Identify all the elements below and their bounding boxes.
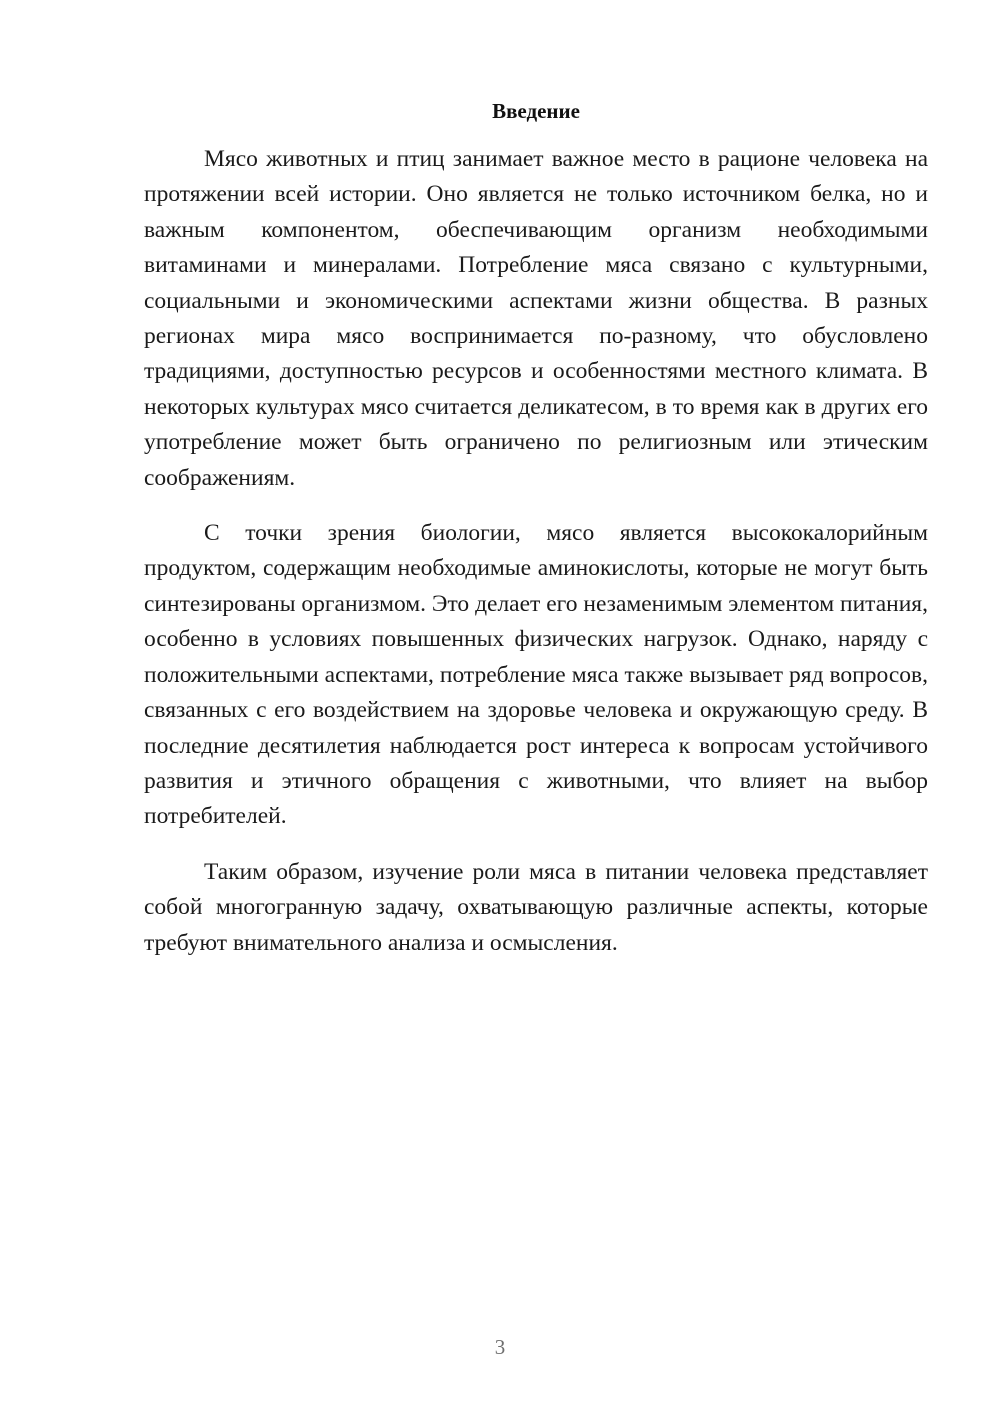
paragraph-1: Мясо животных и птиц занимает важное место в рационе человека на протяжении всей истории. Оно является не только источником белка, но и важным компонентом, обеспечивающим организм необходимыми витаминами и минералами. Потребление мяса связано с культурными, социальными и экономическими аспектами жизни общества. В разных регионах мира мясо воспринимается по-разному, что обусловлено традициями, доступностью ресурсов и особенностями местного климата. В некоторых культурах мясо считается деликатесом, в то время как в других его употребление может быть ограничено по религиозным или этическим соображениям. xyxy=(144,146,928,491)
section-heading: Введение xyxy=(492,99,580,123)
page-number: 3 xyxy=(494,1335,506,1359)
paragraph-2: С точки зрения биологии, мясо является высококалорийным продуктом, содержащим необходимые аминокислоты, которые не могут быть синтезированы организмом. Это делает его незаменимым элементом питания, особенно в условиях повышенных физических нагрузок. Однако, наряду с положительными аспектами, потребление мяса также вызывает ряд вопросов, связанных с его воздействием на здоровье человека и окружающую среду. В последние десятилетия наблюдается рост интереса к вопросам устойчивого развития и этичного обращения с животными, что влияет на выбор потребителей. xyxy=(144,520,928,830)
body-text xyxy=(144,142,928,981)
paragraph-3: Таким образом, изучение роли мяса в питании человека представляет собой многогранную задачу, охватывающую различные аспекты, которые требуют внимательного анализа и осмысления. xyxy=(144,858,928,956)
